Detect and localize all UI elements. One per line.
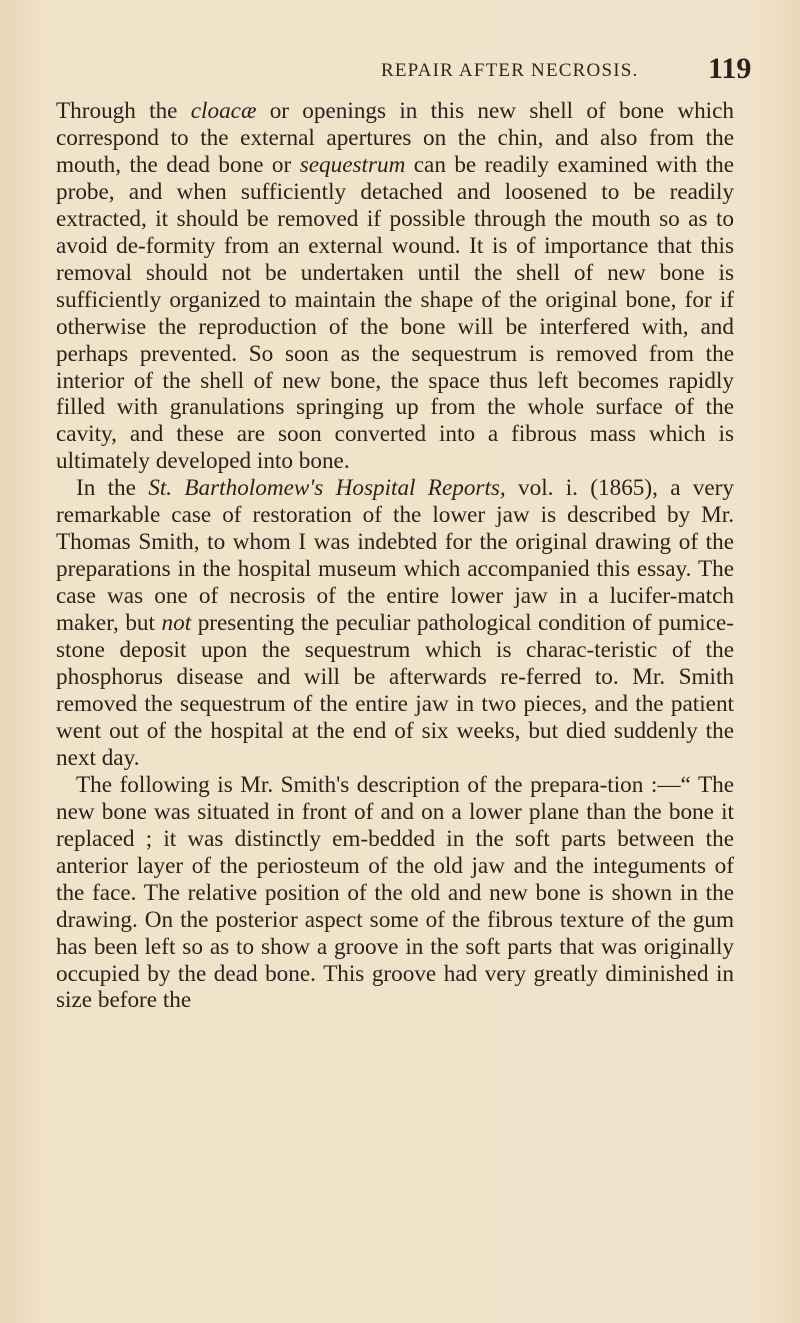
paragraph-2-text-2: vol. i. (1865), a very remarkable case of restoration of the lower jaw is described by Mr. Thomas Smith, to whom I was indebted for the original drawing of the preparations in the hospital museum which accompanied this essay. The case was one of necrosis of the entire lower jaw in a lucifer-match maker, but <box>56 475 734 637</box>
paragraph-1-text-2: or openings in this new shell of bone which correspond to the external apertures on the chin, and also from the mouth, the dead bone or <box>56 98 735 178</box>
paragraph-2 <box>56 475 734 771</box>
paragraph-2-text-1: In the <box>76 475 149 502</box>
paragraph-1-text-3: can be readily examined with the probe, and when sufficiently detached and loosened to be readily extracted, it should be removed if possible through the mouth so as to avoid de-formity from an external wound. It is of importance that this removal should not be undertaken until the shell of new bone is sufficiently organized to maintain the shape of the original bone, for if otherwise the reproduction of the bone will be interfered with, and perhaps prevented. So soon as the sequestrum is removed from the interior of the shell of new bone, the space thus left becomes rapidly filled with granulations springing up from the whole surface of the cavity, and these are soon converted into a fibrous mass which is ultimately developed into bone. <box>56 151 734 475</box>
body-text <box>56 98 734 1014</box>
paragraph-3-text-1: The following is Mr. Smith's description of the prepara-tion :—“ The new bone was situated in front of and on a lower plane than the bone it replaced ; it was distinctly em-bedded in the soft parts between the anterior layer of the periosteum of the old jaw and the integuments of the face. The relative position of the old and new bone is shown in the drawing. On the posterior aspect some of the fibrous texture of the gum has been left so as to show a groove in the soft parts that was originally occupied by the dead bone. This groove had very greatly diminished in size before the <box>56 771 734 1014</box>
term-sequestrum: sequestrum <box>299 151 406 178</box>
emphasis-not: not <box>161 610 192 637</box>
paragraph-3 <box>56 772 734 1015</box>
page-number: 119 <box>708 52 752 85</box>
citation-hospital-reports: St. Bartholomew's Hospital Reports, <box>148 475 506 502</box>
running-header <box>0 52 800 102</box>
term-cloacae: cloacæ <box>190 98 257 124</box>
paragraph-1-text-1: Through the <box>56 98 191 124</box>
running-title: REPAIR AFTER NECROSIS. <box>381 60 639 81</box>
paragraph-2-text-3: presenting the peculiar pathological condition of pumice-stone deposit upon the sequestrum which is charac-teristic of the phosphorus disease and will be afterwards re-ferred to. Mr. Smith removed the sequestrum of the entire jaw in two pieces, and the patient went out of the hospital at the end of six weeks, but died suddenly the next day. <box>56 610 734 771</box>
paragraph-1 <box>56 98 734 475</box>
